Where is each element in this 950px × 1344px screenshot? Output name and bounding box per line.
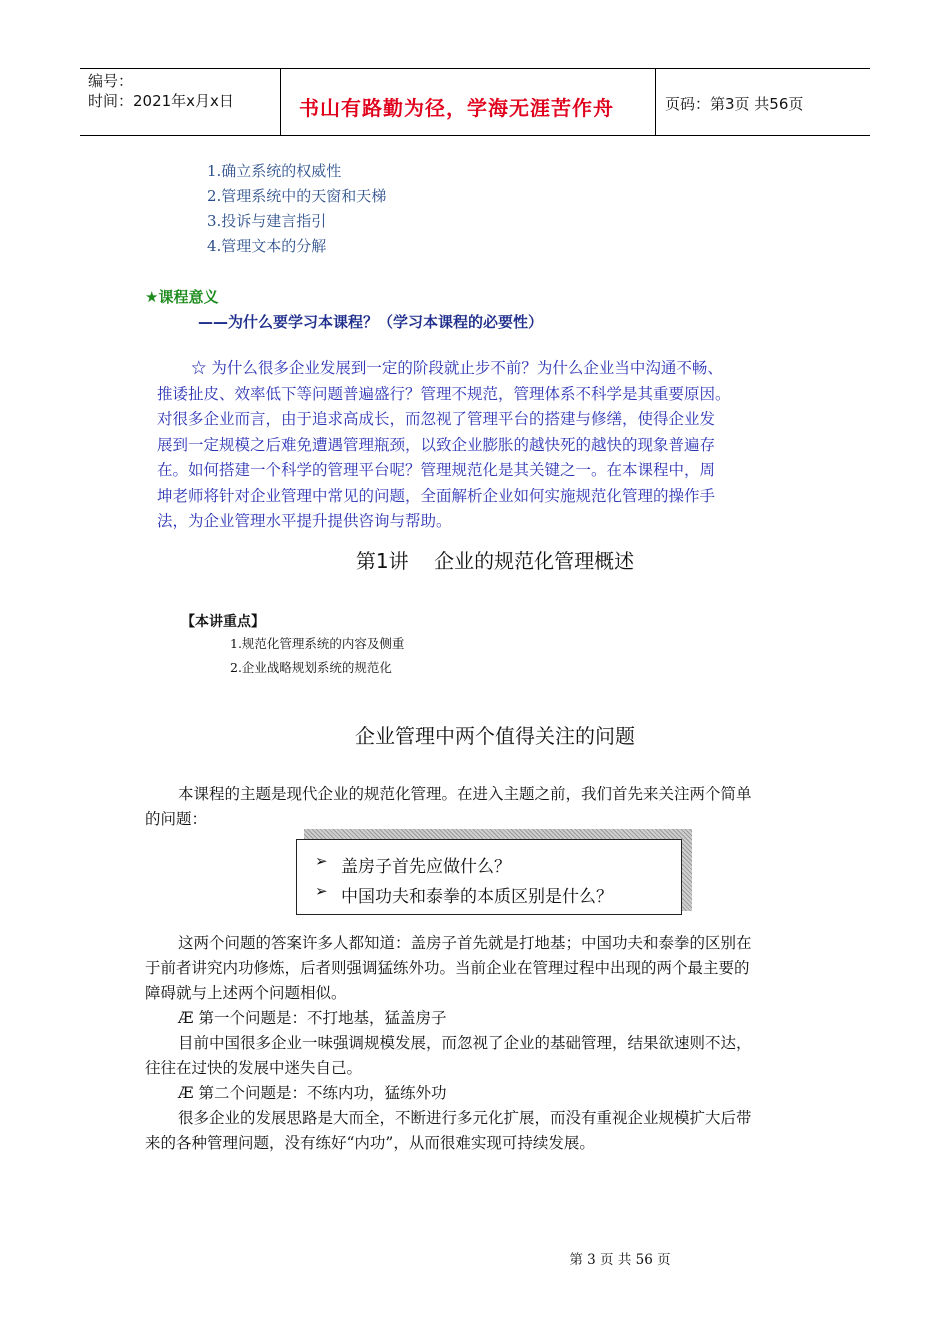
header-page-label: 页码：第3页 共56页 <box>665 95 804 113</box>
header-number-label: 编号： <box>88 72 134 90</box>
header-divider-left <box>280 68 281 136</box>
toc-item: 4.管理文本的分解 <box>207 237 327 255</box>
header-divider-right <box>655 68 656 136</box>
paragraph-line: ☆ 为什么很多企业发展到一定的阶段就止步不前？为什么企业当中沟通不畅、 <box>191 359 723 377</box>
header-bottom-rule <box>80 135 870 136</box>
paragraph-line: 本课程的主题是现代企业的规范化管理。在进入主题之前，我们首先来关注两个简单 <box>178 785 752 803</box>
problem2-heading: Æ 第二个问题是：不练内功，猛练外功 <box>178 1084 447 1102</box>
paragraph-line: 法，为企业管理水平提升提供咨询与帮助。 <box>157 512 452 530</box>
toc-list <box>207 159 386 259</box>
question-item <box>315 882 613 907</box>
section-title: 企业管理中两个值得关注的问题 <box>355 724 635 748</box>
toc-item: 1.确立系统的权威性 <box>207 162 342 180</box>
paragraph-line: 这两个问题的答案许多人都知道：盖房子首先就是打地基；中国功夫和泰拳的区别在 <box>178 934 752 952</box>
key-points-list <box>230 632 404 680</box>
section-intro <box>145 782 815 832</box>
paragraph-line: 推诿扯皮、效率低下等问题普遍盛行？管理不规范，管理体系不科学是其重要原因。 <box>157 384 731 403</box>
course-meaning-heading: ★课程意义 <box>145 288 219 306</box>
paragraph-line: 很多企业的发展思路是大而全，不断进行多元化扩展，而没有重视企业规模扩大后带 <box>178 1109 752 1127</box>
toc-item: 2.管理系统中的天窗和天梯 <box>207 187 387 205</box>
course-meaning-paragraph <box>157 356 817 535</box>
key-point-item: 1.规范化管理系统的内容及侧重 <box>230 636 405 651</box>
page-footer: 第 3 页 共 56 页 <box>569 1252 671 1268</box>
question-text: 中国功夫和泰拳的本质区别是什么？ <box>341 887 613 907</box>
paragraph-line: 对很多企业而言，由于追求高成长，而忽视了管理平台的搭建与修缮，使得企业发 <box>157 410 716 428</box>
header-top-rule <box>80 68 870 69</box>
arrow-bullet-icon: ➢ <box>315 882 328 900</box>
paragraph-line: 目前中国很多企业一味强调规模发展，而忽视了企业的基础管理，结果欲速则不达， <box>178 1034 752 1052</box>
question-box <box>296 839 682 915</box>
key-point-item: 2.企业战略规划系统的规范化 <box>230 660 392 675</box>
question-text: 盖房子首先应做什么？ <box>341 857 511 877</box>
paragraph-line: 来的各种管理问题，没有练好“内功”，从而很难实现可持续发展。 <box>145 1134 595 1152</box>
key-points-heading: 【本讲重点】 <box>181 614 265 630</box>
course-meaning-subheading: ——为什么要学习本课程？（学习本课程的必要性） <box>198 313 544 331</box>
lecture-title: 第1讲 企业的规范化管理概述 <box>355 549 635 573</box>
arrow-bullet-icon: ➢ <box>315 852 328 870</box>
header-motto: 书山有路勤为径，学海无涯苦作舟 <box>299 96 614 120</box>
toc-item: 3.投诉与建言指引 <box>207 212 327 230</box>
paragraph-line: 障碍就与上述两个问题相似。 <box>145 984 347 1002</box>
paragraph-line: 坤老师将针对企业管理中常见的问题，全面解析企业如何实施规范化管理的操作手 <box>157 486 716 505</box>
paragraph-line: 在。如何搭建一个科学的管理平台呢？管理规范化是其关键之一。在本课程中，周 <box>157 461 716 479</box>
question-item <box>315 852 511 877</box>
paragraph-line: 于前者讲究内功修炼，后者则强调猛练外功。当前企业在管理过程中出现的两个最主要的 <box>145 959 750 977</box>
header-date-label: 时间：2021年x月x日 <box>88 92 234 110</box>
problem1-heading: Æ 第一个问题是：不打地基，猛盖房子 <box>178 1009 447 1027</box>
paragraph-line: 往往在过快的发展中迷失自己。 <box>145 1059 363 1077</box>
paragraph-line: 展到一定规模之后难免遭遇管理瓶颈，以致企业膨胀的越快死的越快的现象普遍存 <box>157 435 716 454</box>
answer-paragraph <box>145 931 820 1156</box>
paragraph-line: 的问题： <box>145 810 208 828</box>
